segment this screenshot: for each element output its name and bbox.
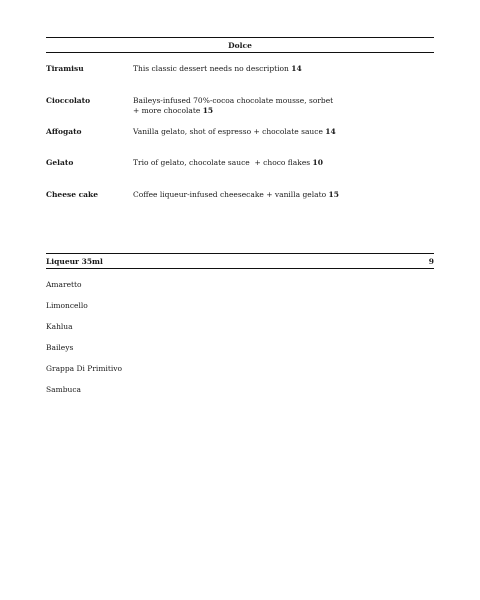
liqueur-title: Liqueur 35ml: [46, 256, 103, 266]
dish-description: [133, 64, 383, 74]
dish-price: 10: [312, 158, 323, 167]
dish-desc-text: Coffee liqueur-infused cheesecake + vanilla gelato: [133, 190, 327, 199]
dolce-title: Dolce: [228, 40, 252, 50]
dish-price: 15: [202, 106, 214, 115]
dish-desc-text: Vanilla gelato, shot of espresso + chocolate sauce: [133, 127, 323, 136]
dish-desc-text: Baileys-infused 70%-cocoa chocolate mousse, sorbet: [133, 96, 334, 105]
menu-page: [46, 37, 434, 394]
dish-name: Tiramisu: [46, 64, 84, 73]
dish-description: [133, 190, 383, 200]
dish-desc-text: Trio of gelato, chocolate sauce + choco flakes: [133, 158, 311, 167]
dish-description: [133, 127, 383, 137]
dish-name: Cioccolato: [46, 96, 91, 105]
dolce-section-header: [46, 37, 434, 53]
dish-description: [133, 158, 383, 168]
list-item: Kahlua: [46, 322, 73, 331]
dish-name: Cheese cake: [46, 190, 98, 199]
dish-desc-text: This classic dessert needs no description: [133, 64, 289, 73]
liqueur-price: 9: [428, 256, 434, 266]
list-item: Grappa Di Primitivo: [46, 364, 123, 373]
dish-desc-text-2: + more chocolate: [133, 106, 201, 115]
dish-price: 14: [325, 127, 336, 136]
dish-price: 15: [328, 190, 339, 199]
list-item: Sambuca: [46, 385, 82, 394]
list-item: Baileys: [46, 343, 74, 352]
liqueur-section-header: [46, 253, 434, 269]
dish-price: 14: [291, 64, 302, 73]
liqueur-list: [46, 280, 346, 406]
dish-name: Gelato: [46, 158, 74, 167]
dish-name: Affogato: [46, 127, 82, 136]
dish-description: [133, 96, 383, 116]
list-item: Amaretto: [46, 280, 82, 289]
list-item: Limoncello: [46, 301, 88, 310]
